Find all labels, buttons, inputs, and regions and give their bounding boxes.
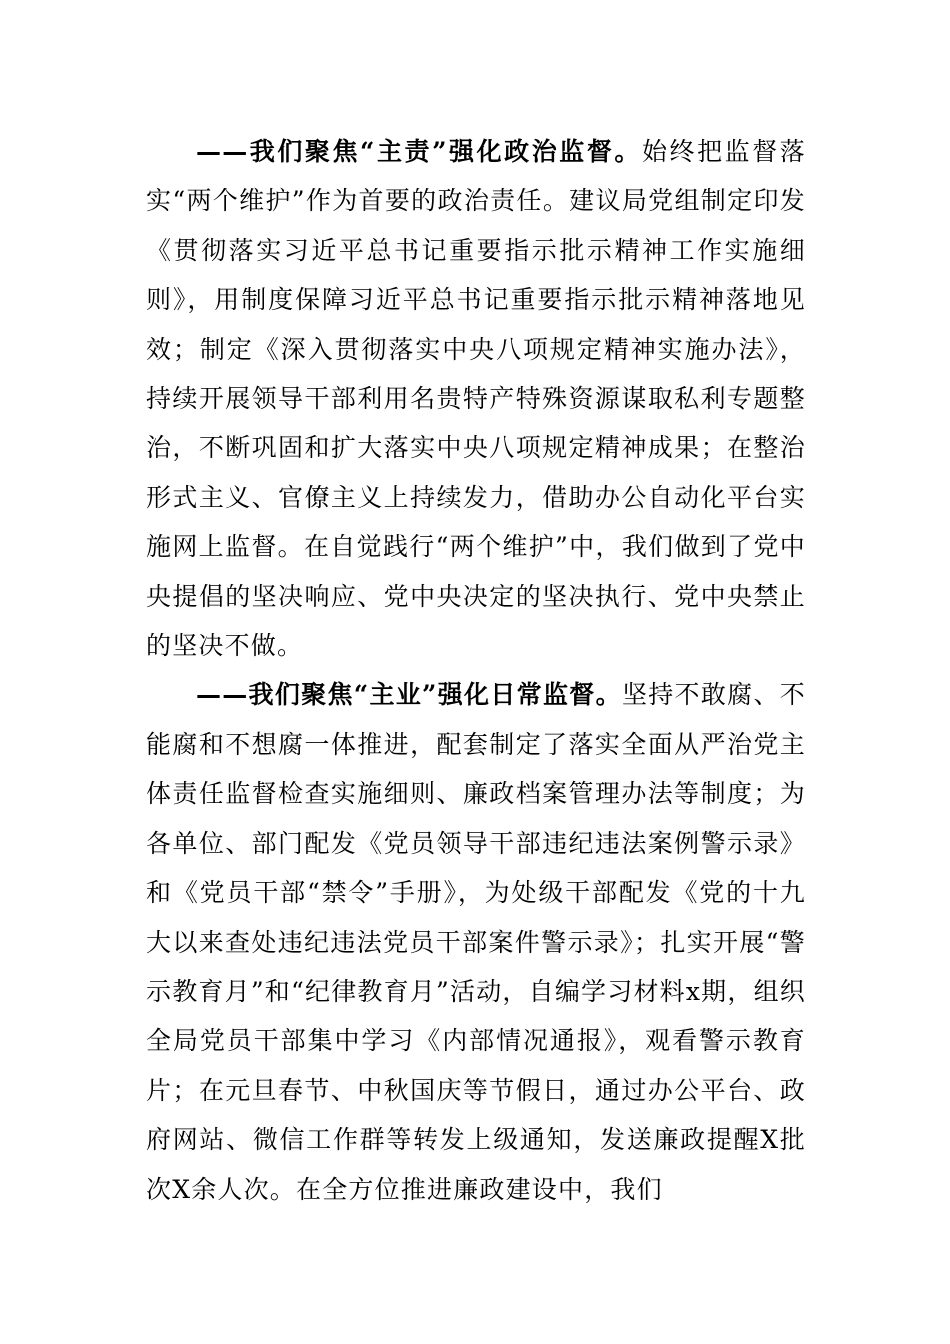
paragraph-text: 始终把监督落实“两个维护”作为首要的政治责任。建议局党组制定印发《贯彻落实习近平总书记重要指示批示精神工作实施细则》，用制度保障习近平总书记重要指示批示精神落地见效；制定《深入贯彻落实中央八项规定精神实施办法》，持续开展领导干部利用名贵特产特殊资源谋取私利专题整治，不断巩固和扩大落实中央八项规定精神成果；在整治形式主义、官僚主义上持续发力，借助办公自动化平台实施网上监督。在自觉践行“两个维护”中，我们做到了党中央提倡的坚决响应、党中央决定的坚决执行、党中央禁止的坚决不做。: [146, 137, 807, 661]
paragraph-political-supervision: [146, 127, 806, 670]
paragraph-heading: ——我们聚焦“主业”强化日常监督。: [196, 680, 622, 710]
paragraph-heading: ——我们聚焦“主责”强化政治监督。: [196, 137, 642, 166]
document-body: [146, 127, 806, 1214]
paragraph-daily-supervision: [146, 670, 806, 1213]
paragraph-text: 坚持不敢腐、不能腐和不想腐一体推进，配套制定了落实全面从严治党主体责任监督检查实施细则、廉政档案管理办法等制度；为各单位、部门配发《党员领导干部违纪违法案例警示录》和《党员干部“禁令”手册》，为处级干部配发《党的十九大以来查处违纪违法党员干部案件警示录》；扎实开展“警示教育月”和“纪律教育月”活动，自编学习材料x期，组织全局党员干部集中学习《内部情况通报》，观看警示教育片；在元旦春节、中秋国庆等节假日，通过办公平台、政府网站、微信工作群等转发上级通知，发送廉政提醒X批次X余人次。在全方位推进廉政建设中，我们: [146, 680, 806, 1204]
